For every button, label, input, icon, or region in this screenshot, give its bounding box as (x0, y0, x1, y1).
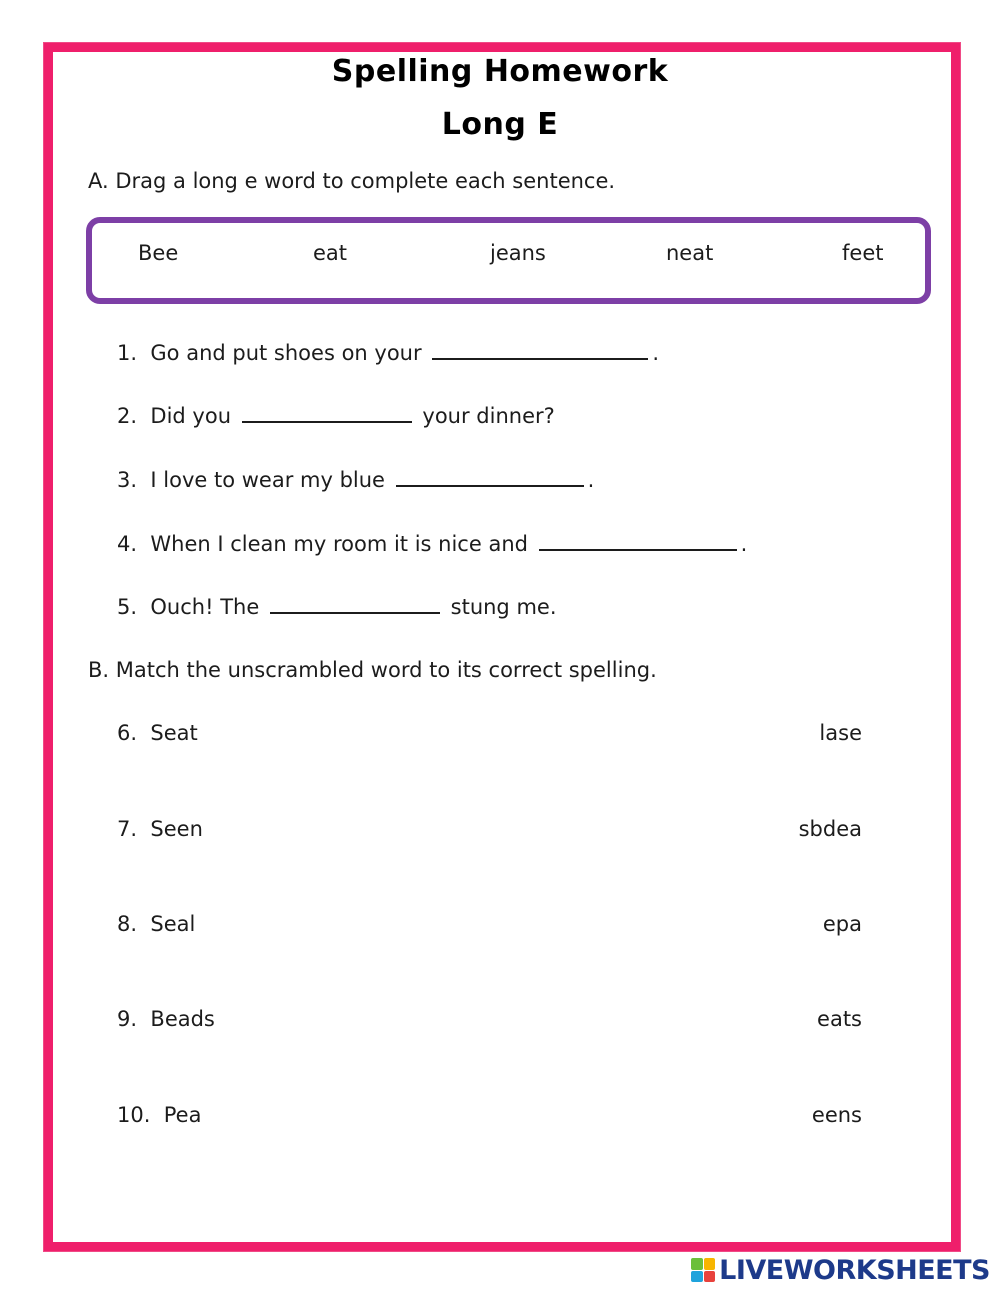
match-word-7[interactable]: 7. Seen (117, 817, 203, 841)
sentence-2: 2. Did you your dinner? (117, 404, 555, 428)
section-a-instruction: A. Drag a long e word to complete each sentence. (88, 169, 616, 193)
sentence-5: 5. Ouch! The stung me. (117, 595, 557, 619)
sentence-3: 3. I love to wear my blue . (117, 468, 595, 492)
drag-word-bee[interactable]: Bee (138, 241, 179, 265)
scrambled-word-9[interactable]: eats (817, 1007, 862, 1031)
answer-blank-5[interactable] (270, 594, 440, 614)
liveworksheets-logo-icon (691, 1258, 715, 1282)
match-word-10[interactable]: 10. Pea (117, 1103, 202, 1127)
logo-text: LIVEWORKSHEETS (719, 1254, 990, 1286)
match-word-9[interactable]: 9. Beads (117, 1007, 215, 1031)
word-bank (86, 217, 931, 304)
drag-word-eat[interactable]: eat (313, 241, 348, 265)
worksheet-subtitle: Long E (441, 107, 559, 142)
scrambled-word-8[interactable]: epa (822, 912, 862, 936)
answer-blank-3[interactable] (396, 467, 584, 487)
scrambled-word-10[interactable]: eens (811, 1103, 862, 1127)
drag-word-feet[interactable]: feet (842, 241, 884, 265)
scrambled-word-6[interactable]: lase (819, 721, 862, 745)
answer-blank-4[interactable] (539, 531, 737, 551)
section-b-instruction: B. Match the unscrambled word to its correct spelling. (88, 658, 657, 682)
worksheet-title: Spelling Homework (331, 54, 669, 89)
match-word-8[interactable]: 8. Seal (117, 912, 196, 936)
sentence-1: 1. Go and put shoes on your . (117, 341, 659, 365)
answer-blank-2[interactable] (242, 403, 412, 423)
liveworksheets-logo (691, 1256, 990, 1284)
answer-blank-1[interactable] (432, 340, 648, 360)
drag-word-jeans[interactable]: jeans (490, 241, 546, 265)
drag-word-neat[interactable]: neat (666, 241, 714, 265)
scrambled-word-7[interactable]: sbdea (798, 817, 862, 841)
sentence-4: 4. When I clean my room it is nice and . (117, 532, 748, 556)
match-word-6[interactable]: 6. Seat (117, 721, 198, 745)
